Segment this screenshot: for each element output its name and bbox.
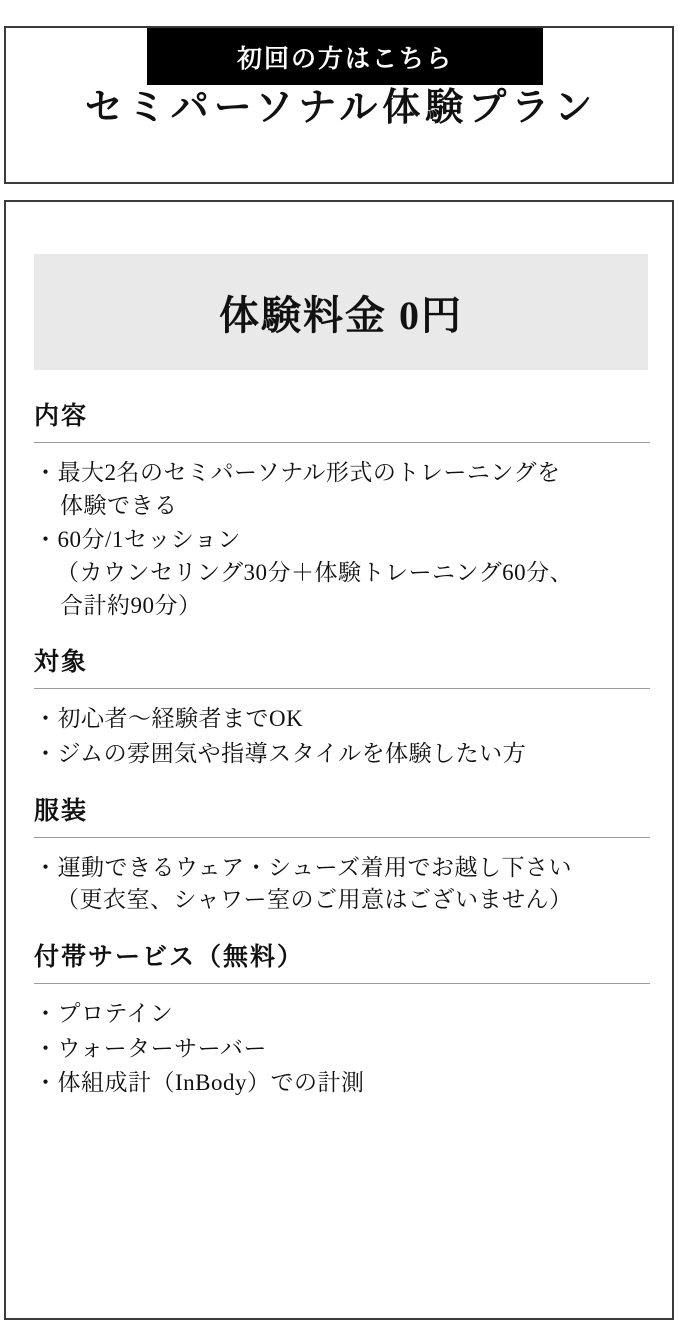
first-time-ribbon: 初回の方はこちら (147, 28, 543, 85)
price-banner (34, 254, 648, 370)
section-items (34, 703, 652, 770)
section-items (34, 457, 652, 622)
list-item: ・体組成計（InBody）での計測 (34, 1070, 365, 1096)
sections-list (34, 402, 652, 1126)
list-item: ・プロテイン (34, 1000, 174, 1026)
section-items (34, 852, 652, 917)
section-divider (34, 688, 650, 689)
list-item-continuation-2: 合計約90分） (60, 592, 202, 618)
price-text: 体験料金 0円 (219, 292, 463, 338)
list-item (34, 457, 652, 522)
section-divider (34, 983, 650, 984)
list-item: ・初心者〜経験者までOK (34, 706, 304, 732)
section-divider (34, 442, 650, 443)
section-dresscode (34, 797, 652, 917)
section-divider (34, 837, 650, 838)
list-item: ・ウォーターサーバー (34, 1035, 267, 1061)
list-item-continuation: （更衣室、シャワー室のご用意はございません） (56, 887, 573, 913)
list-item: ・ジムの雰囲気や指導スタイルを体験したい方 (34, 740, 527, 766)
section-heading: 服装 (34, 797, 89, 825)
list-item (34, 524, 652, 622)
section-heading: 付帯サービス（無料） (34, 943, 305, 971)
list-item-text: ・最大2名のセミパーソナル形式のトレーニングを (34, 460, 561, 485)
page-title: セミパーソナル体験プラン (84, 87, 598, 129)
list-item (34, 852, 652, 917)
section-items (34, 998, 652, 1100)
section-target (34, 648, 652, 770)
section-heading: 対象 (34, 649, 89, 677)
section-contents (34, 402, 652, 622)
list-item-text: ・運動できるウェア・シューズ着用でお越し下さい (34, 854, 572, 880)
details-block (4, 200, 674, 1320)
header-block (4, 26, 674, 184)
list-item-continuation: 体験できる (60, 492, 178, 518)
list-item-continuation: （カウンセリング30分＋体験トレーニング60分、 (56, 559, 574, 585)
list-item-text: ・60分/1セッション (34, 527, 241, 553)
section-heading: 内容 (34, 403, 89, 430)
section-included-services (34, 943, 652, 1100)
